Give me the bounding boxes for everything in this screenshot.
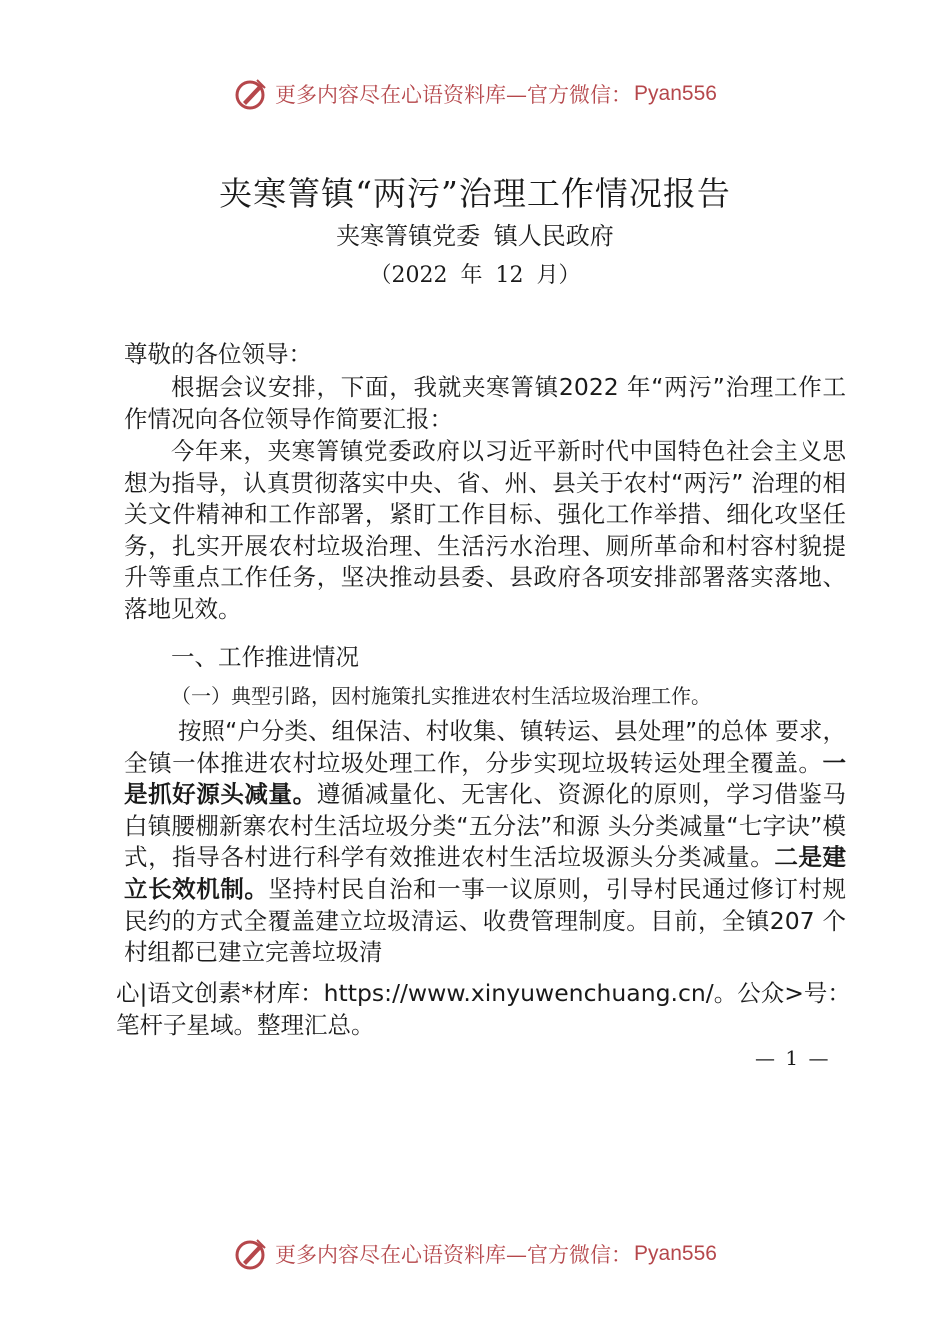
paragraph-intro: 根据会议安排，下面，我就夹寒箐镇2022 年“两污”治理工作工作情况向各位领导作简要汇报： [124,373,846,433]
banner-handle: Pyan556 [634,1242,717,1265]
paragraph-garbage-treatment [124,716,846,969]
banner-handle: Pyan556 [634,82,717,105]
emphasis-text: 二是建立长效机制。 [124,843,847,903]
paragraph-text: 按照“户分类、组保洁、村收集、镇转运、县处理”的总体 要求，全镇一体推进农村垃圾处理工作，分步实现垃圾转运处理全覆盖。 [124,717,846,777]
header-banner [0,72,950,116]
salutation: 尊敬的各位领导： [124,340,312,368]
page-title: 夹寒箐镇“两污”治理工作情况报告 [219,174,731,213]
emphasis-text: 一是抓好源头减量。 [124,748,846,809]
banner-text: 更多内容尽在心语资料库—官方微信： [275,83,633,107]
paragraph-text: 坚持村民自治和一事一议原则，引导村民通过修订村规民约的方式全覆盖建立垃圾清运、收费管理制度。目前，全镇207 个村组都已建立完善垃圾清 [124,874,847,967]
banner-text: 更多内容尽在心语资料库—官方微信： [275,1243,633,1267]
issuer-line: 夹寒箐镇党委 镇人民政府 [336,222,614,250]
brush-logo-icon [233,76,269,112]
paragraph-overview: 今年来，夹寒箐镇党委政府以习近平新时代中国特色社会主义思想为指导，认真贯彻落实中央、省、州、县关于农村“两污” 治理的相关文件精神和工作部署，紧盯工作目标、强化工作举措、细化攻坚任务，扎实开展农村垃圾治理、生活污水治理、厕所革命和村容村貌提升等重点工作任务，坚决推动县委、县政府各项安排部署落实落地、落地见效。 [124,437,846,623]
watermark-text: 心|语文创素*材库：https://www.xinyuwenchuang.cn/。公众>号：笔杆子星域。整理汇总。 [116,979,851,1039]
page-number: — 1 — [755,1046,829,1070]
paragraph-text: 遵循减量化、无害化、资源化的原则，学习借鉴马白镇腰棚新寨农村生活垃圾分类“五分法”和源 头分类减量“七字诀”模式，指导各村进行科学有效推进农村生活垃圾源头分类减量。 [124,780,847,872]
report-date: （2022 年 12 月） [369,263,581,288]
footer-banner [0,1232,950,1276]
section-heading: 一、工作推进情况 [171,643,359,671]
brush-logo-icon [233,1236,269,1272]
subsection-heading: （一）典型引路，因村施策扎实推进农村生活垃圾治理工作。 [171,684,711,708]
